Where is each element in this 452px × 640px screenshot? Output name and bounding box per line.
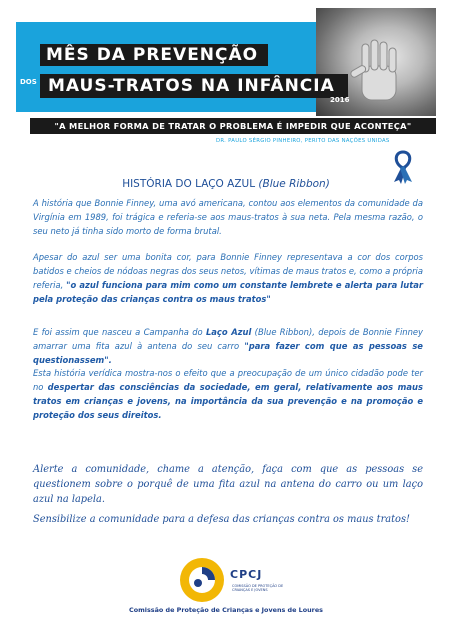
banner-year: 2016 xyxy=(330,96,350,104)
banner-dos-label: DOS xyxy=(20,78,37,86)
banner-title-line1: MÊS DA PREVENÇÃO xyxy=(40,44,268,66)
p2-text: Apesar do azul ser uma bonita cor, para Bonnie Finney representava a cor dos corpos batidos e cheios de nódoas negras dos seus netos, vítimas de maus tratos e, como a própria referia, xyxy=(33,252,423,290)
p4-text-a: Esta história verídica mostra-nos o efeito que a preocupação de um único cidadão pode ter no xyxy=(33,368,423,392)
p2-quote: "o azul funciona para mim como um constante lembrete e alerta para lutar pela proteção das crianças contra os maus tratos" xyxy=(33,280,423,304)
heading-italic: (Blue Ribbon) xyxy=(258,178,330,190)
banner-quote: "A MELHOR FORMA DE TRATAR O PROBLEMA É IMPEDIR QUE ACONTEÇA" xyxy=(30,118,436,134)
call-to-action-alert: Alerte a comunidade, chame a atenção, faça com que as pessoas se questionem sobre o porquê de uma fita azul na antena do carro ou um laço azul na lapela. xyxy=(33,464,423,505)
logo-subtitle: COMISSÃO DE PROTEÇÃO DE CRIANÇAS E JOVENS xyxy=(232,584,284,592)
page-heading xyxy=(0,178,452,190)
paragraph-story-intro: A história que Bonnie Finney, uma avó americana, contou aos elementos da comunidade da Virgínia em 1989, foi trágica e referia-se aos maus-tratos à sua neta. Pela mesma razão, o seu neto já tinha sido morto de forma brutal. xyxy=(33,198,423,236)
cpcj-logo xyxy=(178,554,288,606)
footer-organization: Comissão de Proteção de Crianças e Jovens de Loures xyxy=(129,606,323,614)
quote-author: DR. PAULO SÉRGIO PINHEIRO, PERITO DAS NAÇÕES UNIDAS xyxy=(216,138,390,144)
p3-text-c: (Blue Ribbon), depois de Bonnie Finney amarrar uma fita azul à antena do seu carro xyxy=(33,327,423,351)
banner-title-line2: MAUS-TRATOS NA INFÂNCIA xyxy=(40,74,348,98)
call-to-action-sensitize: Sensibilize a comunidade para a defesa das crianças contra os maus tratos! xyxy=(33,514,410,525)
heading-main: HISTÓRIA DO LAÇO AZUL xyxy=(122,178,259,190)
cpcj-emblem-icon xyxy=(178,556,226,604)
p3-quote: "para fazer com que as pessoas se questionassem". xyxy=(33,341,423,365)
p3-lazo-azul: Laço Azul xyxy=(205,327,252,337)
hand-icon xyxy=(348,38,418,108)
p4-emphasis: despertar das consciências da sociedade, em geral, relativamente aos maus tratos em crianças e jovens, na importância da sua prevenção e na promoção e proteção dos seus direitos. xyxy=(33,382,423,420)
campaign-banner xyxy=(16,8,436,148)
paragraph-blue-color xyxy=(33,250,423,306)
logo-name: CPCJ xyxy=(230,568,263,581)
p3-text-a: E foi assim que nasceu a Campanha do xyxy=(33,327,206,337)
paragraph-citizen-effect xyxy=(33,366,423,422)
paragraph-campaign-origin xyxy=(33,325,423,367)
